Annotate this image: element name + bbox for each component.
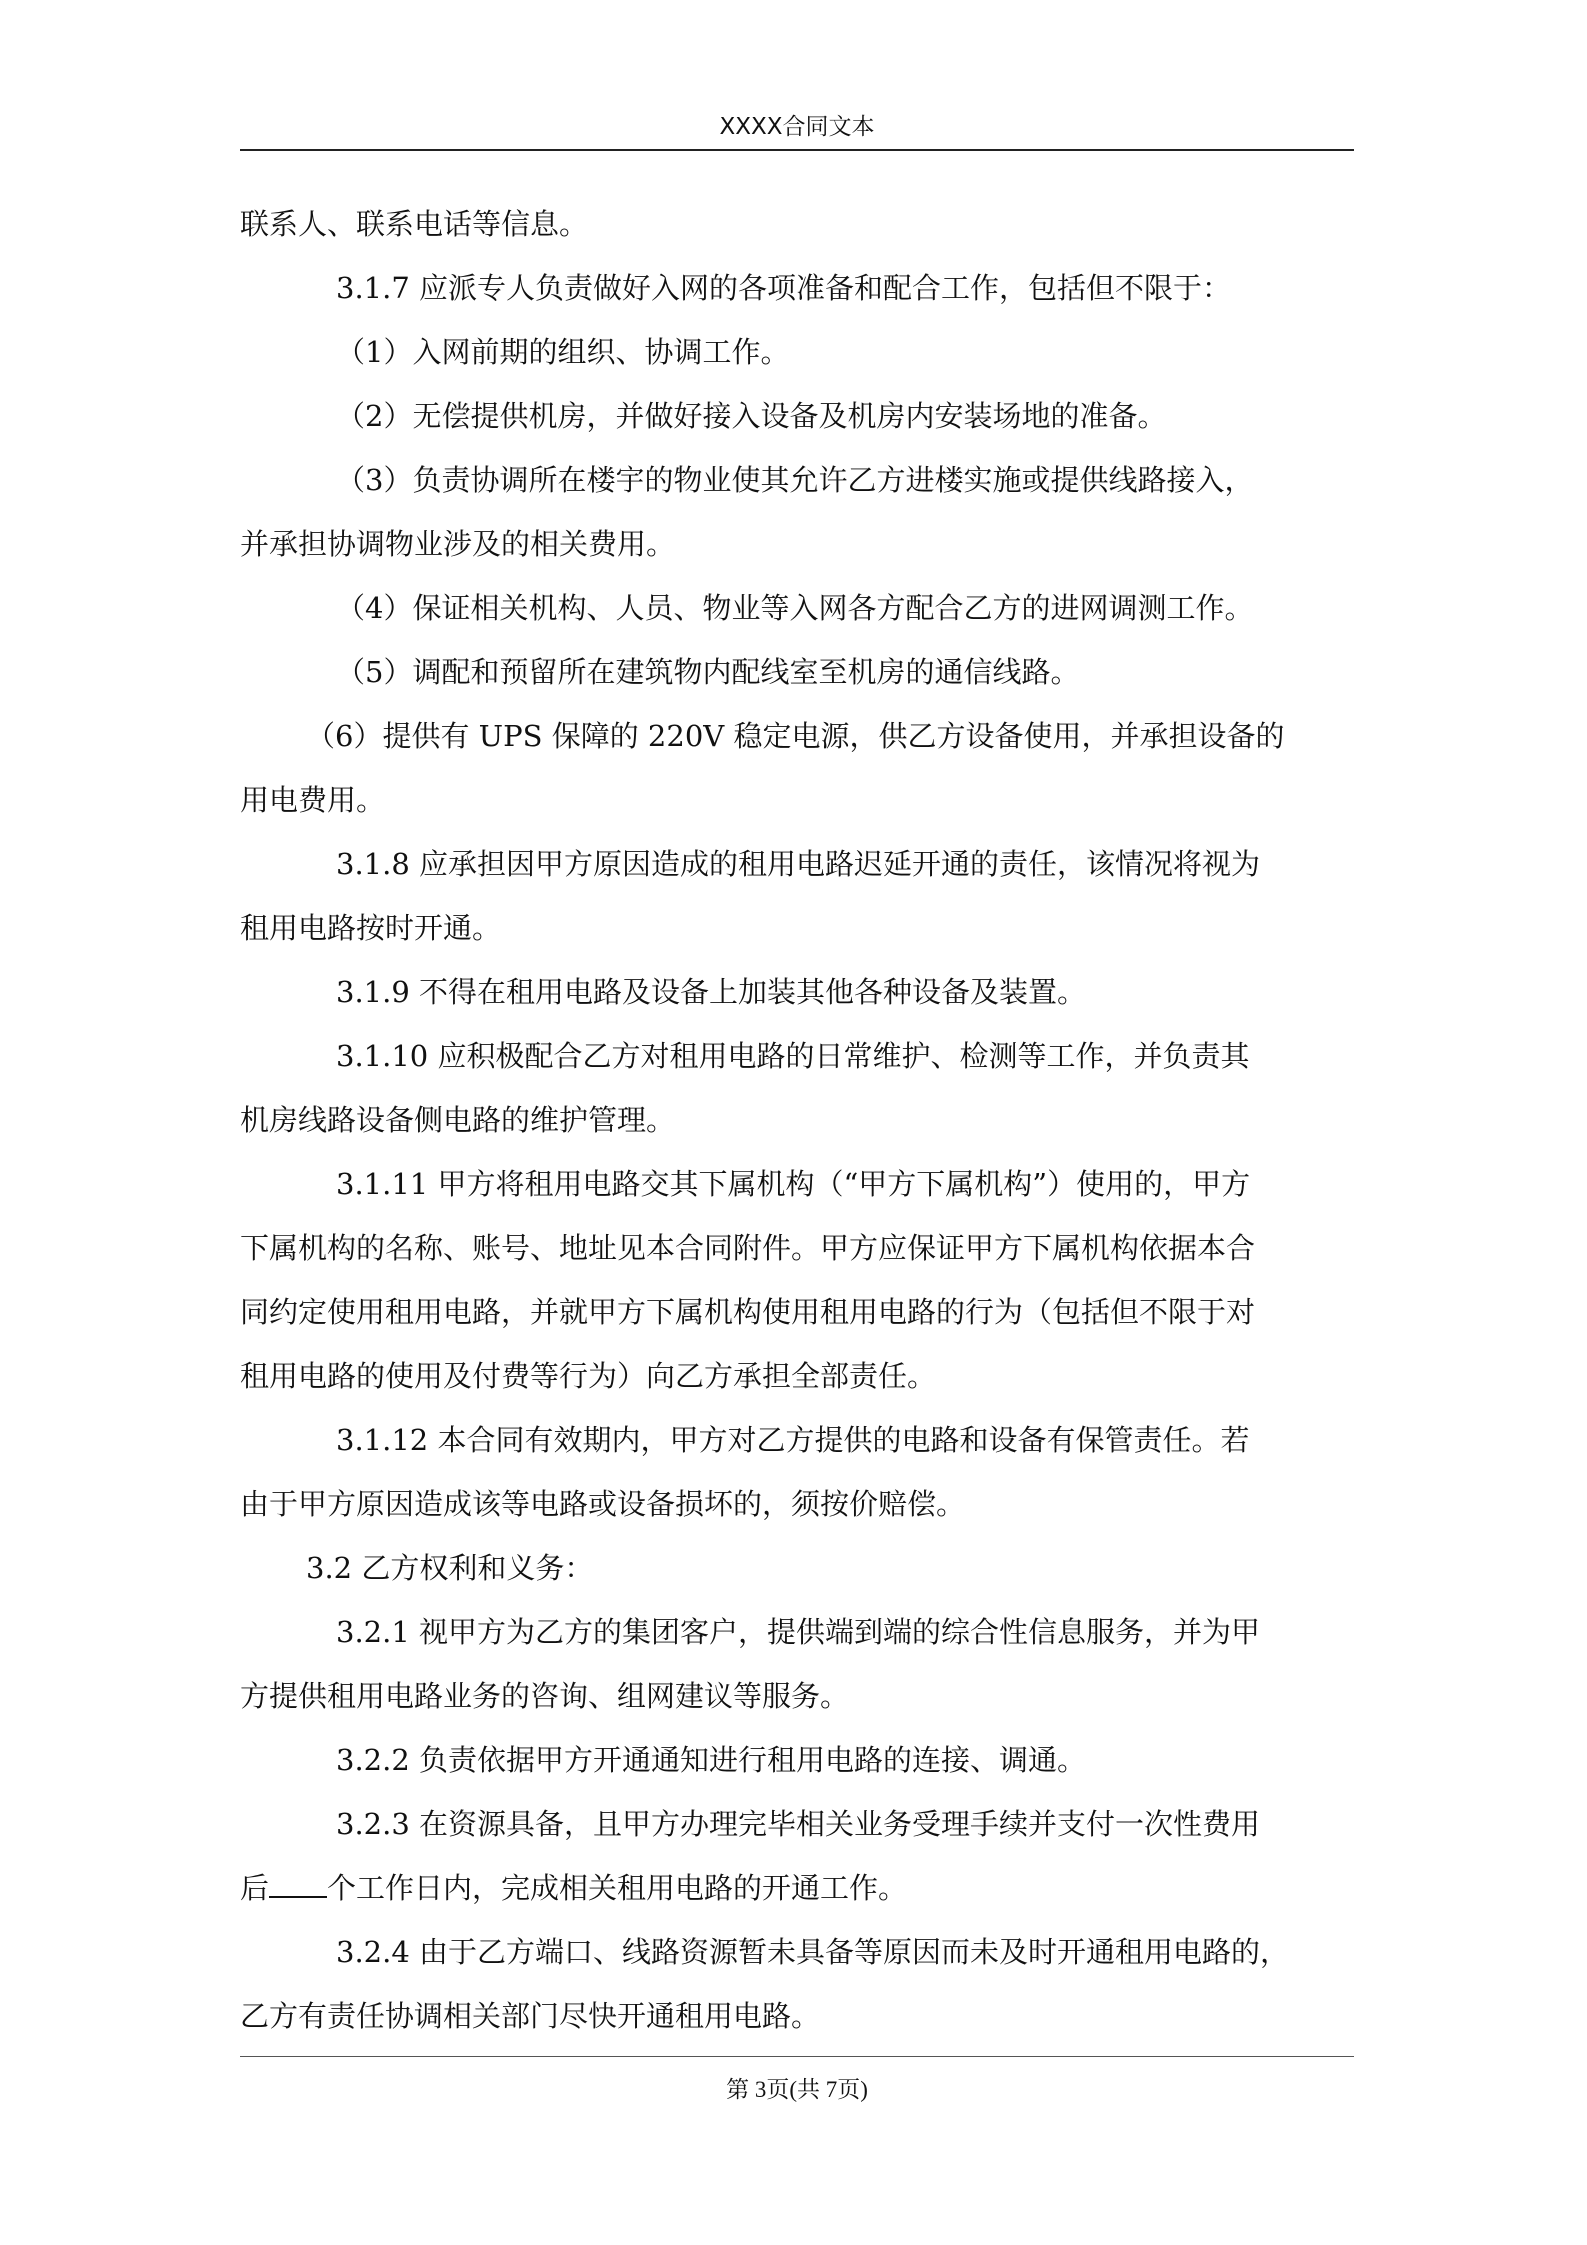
body-line: （2）无偿提供机房，并做好接入设备及机房内安装场地的准备。 — [336, 399, 1167, 433]
body-line: 由于甲方原因造成该等电路或设备损坏的，须按价赔偿。 — [240, 1487, 966, 1521]
body-line: 3.1.12 本合同有效期内，甲方对乙方提供的电路和设备有保管责任。若 — [336, 1423, 1250, 1457]
section-heading: 3.2 乙方权利和义务： — [306, 1551, 594, 1585]
body-line: 3.2.4 由于乙方端口、线路资源暂未具备等原因而未及时开通租用电路的， — [336, 1935, 1290, 1969]
body-line-with-blank — [240, 1856, 1354, 1920]
body-line: 租用电路按时开通。 — [240, 911, 502, 945]
fill-in-blank — [269, 1870, 327, 1898]
body-line: （4）保证相关机构、人员、物业等入网各方配合乙方的进网调测工作。 — [336, 591, 1254, 625]
body-line: 3.2.1 视甲方为乙方的集团客户，提供端到端的综合性信息服务，并为甲 — [336, 1615, 1261, 1649]
blank-prefix: 后 — [240, 1871, 270, 1905]
body-line: （1）入网前期的组织、协调工作。 — [336, 335, 790, 369]
body-line: 同约定使用租用电路，并就甲方下属机构使用租用电路的行为（包括但不限于对 — [240, 1295, 1256, 1329]
header-title: XXXX合同文本 — [719, 114, 875, 140]
body-line: 机房线路设备侧电路的维护管理。 — [240, 1103, 676, 1137]
body-line: 乙方有责任协调相关部门尽快开通租用电路。 — [240, 1999, 821, 2033]
document-body — [240, 192, 1354, 2048]
footer-divider — [240, 2056, 1354, 2057]
body-line: 3.1.7 应派专人负责做好入网的各项准备和配合工作，包括但不限于： — [336, 271, 1232, 305]
body-line: 用电费用。 — [240, 783, 386, 817]
body-line: 方提供租用电路业务的咨询、组网建议等服务。 — [240, 1679, 850, 1713]
body-line: 租用电路的使用及付费等行为）向乙方承担全部责任。 — [240, 1359, 937, 1393]
page-number: 第 3页(共 7页) — [726, 2077, 868, 2102]
body-line: （5）调配和预留所在建筑物内配线室至机房的通信线路。 — [336, 655, 1080, 689]
body-line: 3.1.8 应承担因甲方原因造成的租用电路迟延开通的责任，该情况将视为 — [336, 847, 1261, 881]
body-line: 下属机构的名称、账号、地址见本合同附件。甲方应保证甲方下属机构依据本合 — [240, 1231, 1256, 1265]
header-divider — [240, 149, 1354, 151]
body-line: （3）负责协调所在楼宇的物业使其允许乙方进楼实施或提供线路接入， — [336, 463, 1254, 497]
body-line: （6）提供有 UPS 保障的 220V 稳定电源，供乙方设备使用，并承担设备的 — [306, 719, 1285, 753]
body-line: 3.1.9 不得在租用电路及设备上加装其他各种设备及装置。 — [336, 975, 1087, 1009]
body-line: 3.1.11 甲方将租用电路交其下属机构（“甲方下属机构”）使用的，甲方 — [336, 1167, 1251, 1201]
body-line: 3.1.10 应积极配合乙方对租用电路的日常维护、检测等工作，并负责其 — [336, 1039, 1250, 1073]
body-line: 3.2.2 负责依据甲方开通通知进行租用电路的连接、调通。 — [336, 1743, 1087, 1777]
body-line: 联系人、联系电话等信息。 — [240, 207, 589, 241]
body-line: 并承担协调物业涉及的相关费用。 — [240, 527, 676, 561]
blank-suffix: 个工作日内，完成相关租用电路的开通工作。 — [327, 1871, 908, 1905]
body-line: 3.2.3 在资源具备，且甲方办理完毕相关业务受理手续并支付一次性费用 — [336, 1807, 1261, 1841]
